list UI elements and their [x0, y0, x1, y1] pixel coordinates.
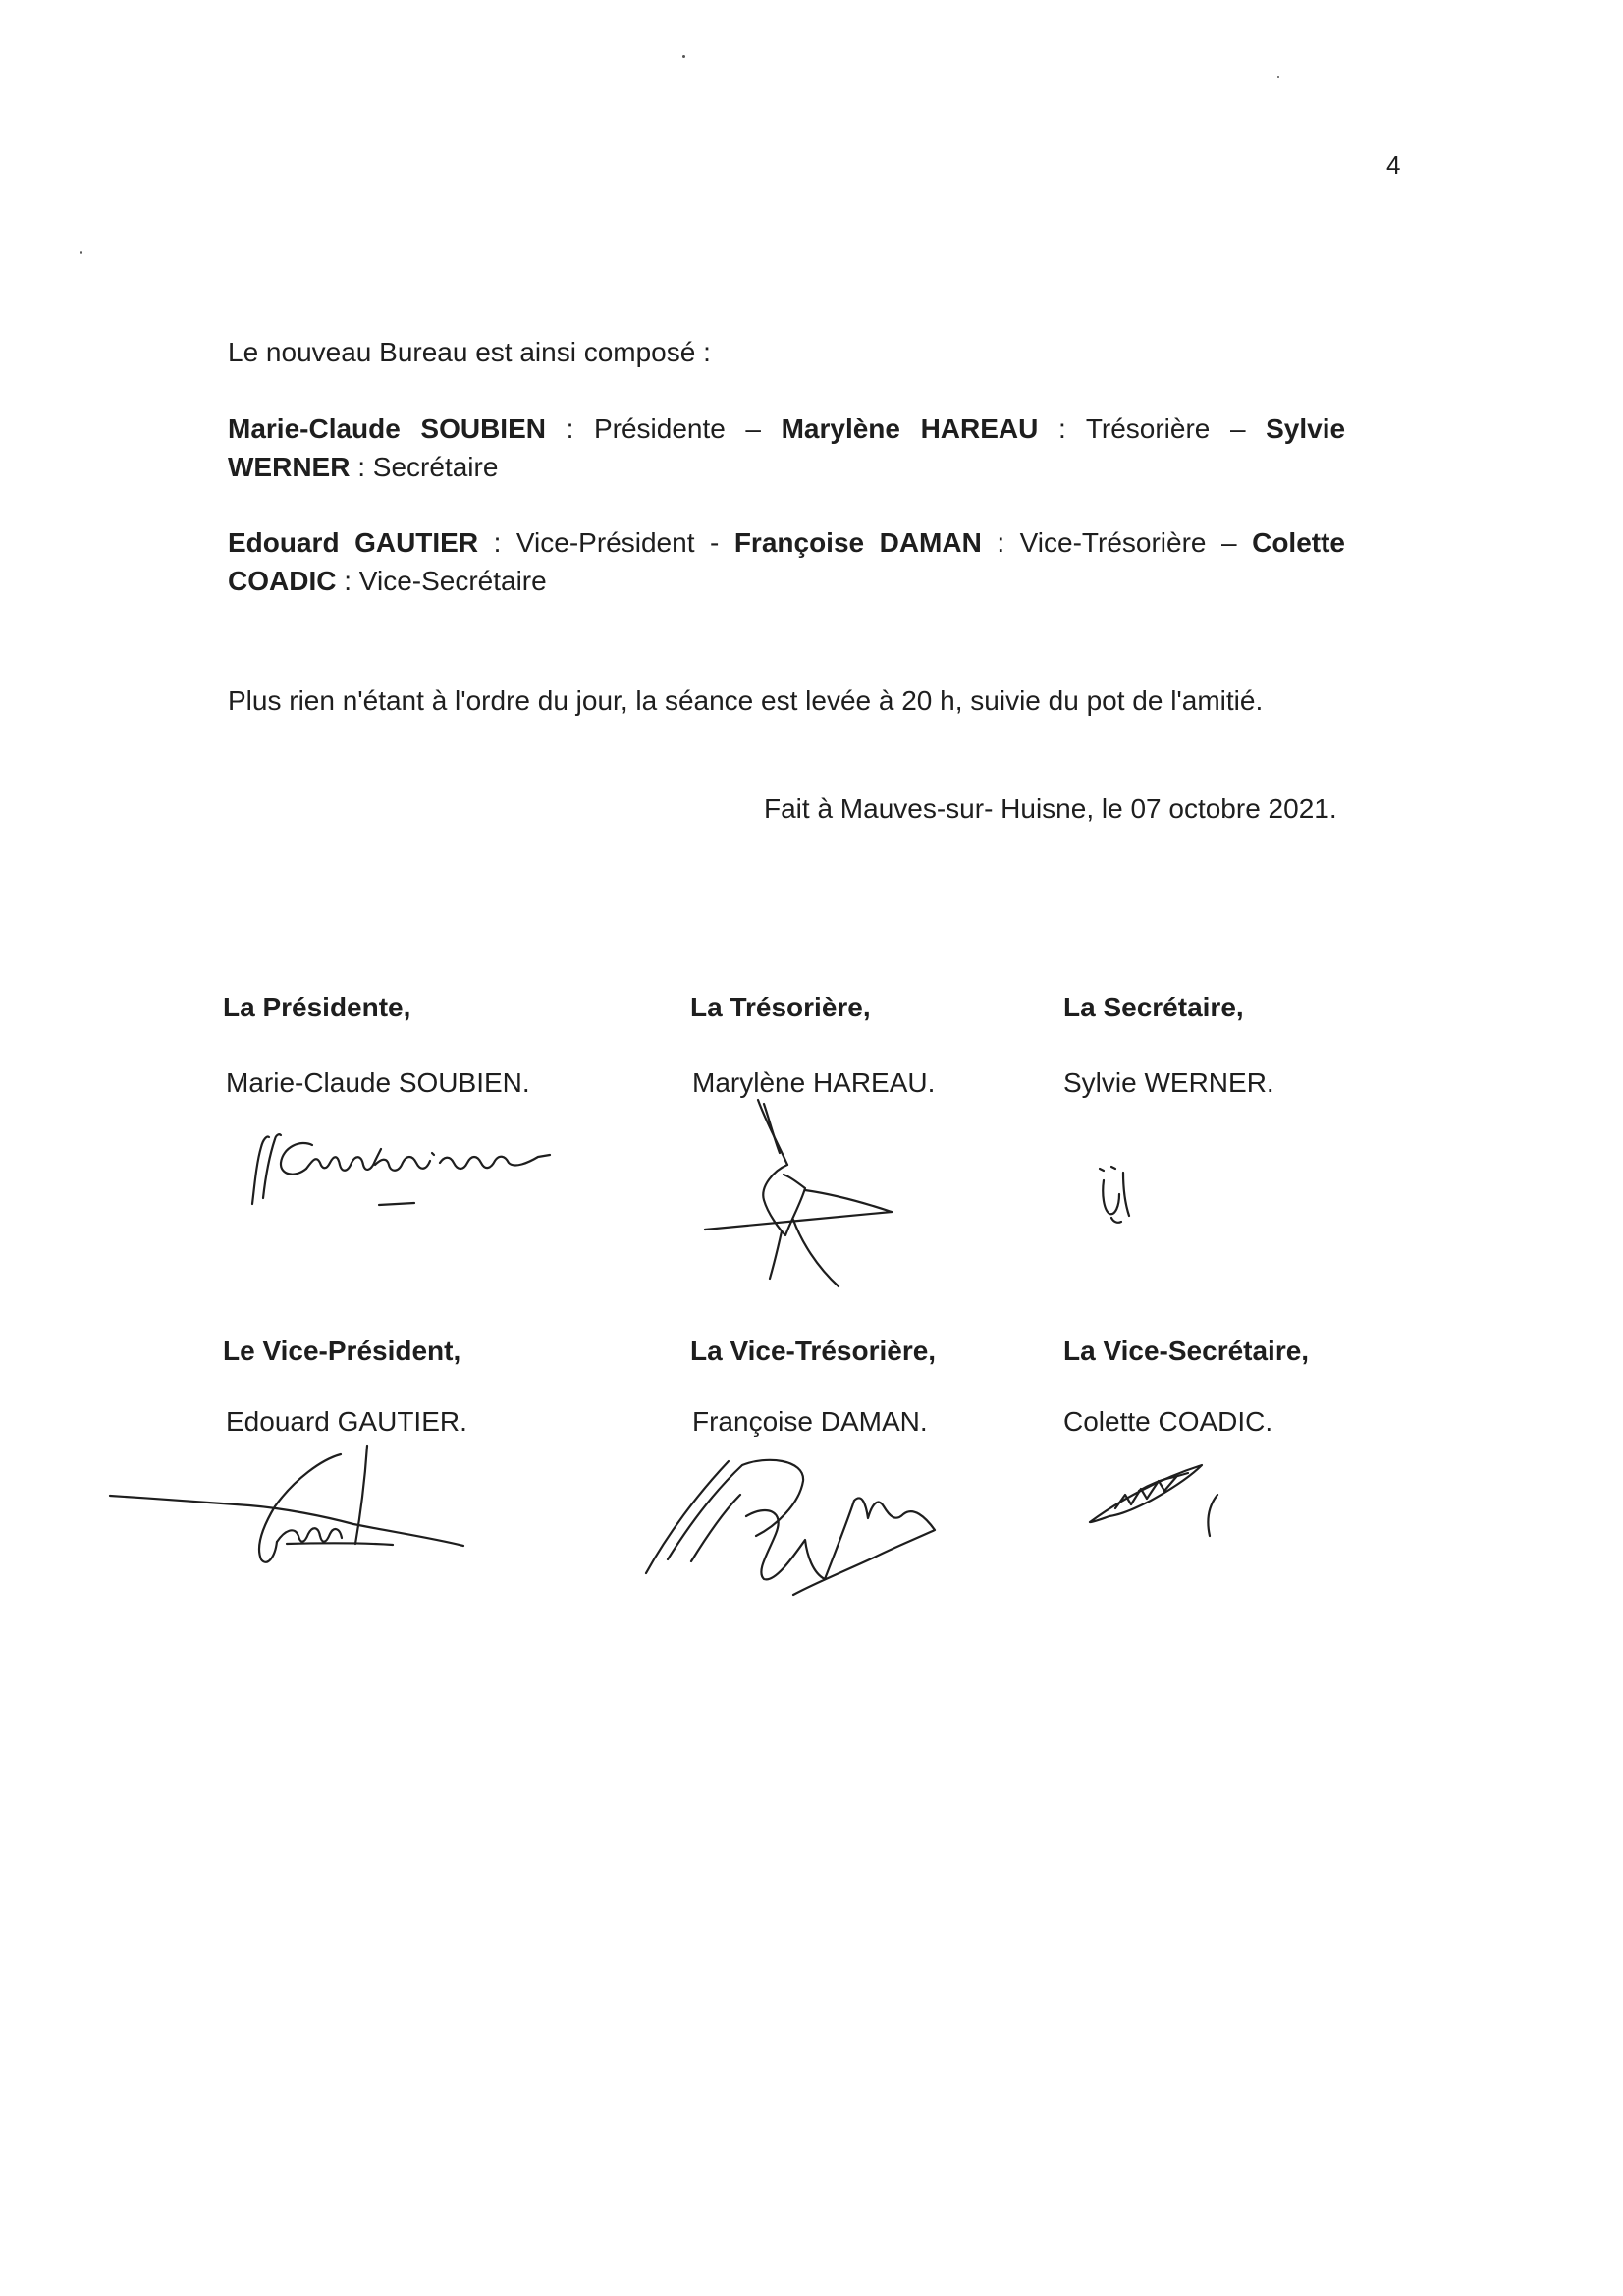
- signature-stroke: [1111, 1218, 1121, 1223]
- signature-coadic: [1080, 1451, 1242, 1545]
- place-date: Fait à Mauves-sur- Huisne, le 07 octobre 2021.: [764, 793, 1337, 824]
- signature-stroke: [355, 1446, 367, 1544]
- treasurer-name: Marylène HAREAU: [781, 413, 1039, 444]
- signature-name-tresoriere: Marylène HAREAU.: [692, 1067, 936, 1098]
- president-name: Marie-Claude SOUBIEN: [228, 413, 546, 444]
- signature-title-presidente: La Présidente,: [223, 992, 411, 1022]
- signature-name-vice-president: Edouard GAUTIER.: [226, 1406, 467, 1437]
- vice-secretary-role: Vice-Secrétaire: [358, 566, 547, 596]
- signature-stroke: [379, 1203, 414, 1205]
- vice-secretary-first-name: Colette: [1252, 527, 1345, 558]
- signature-stroke: [1208, 1495, 1217, 1536]
- vice-secretary-last-name: COADIC: [228, 566, 337, 596]
- vice-treasurer-role: Vice-Trésorière: [1019, 527, 1207, 558]
- colon: :: [357, 452, 366, 482]
- signature-stroke: [705, 1212, 892, 1230]
- signature-title-vice-secretaire: La Vice-Secrétaire,: [1063, 1336, 1310, 1366]
- vice-treasurer-name: Françoise DAMAN: [733, 527, 982, 558]
- bureau-line-3: [228, 526, 1345, 560]
- signature-stroke: [646, 1461, 729, 1573]
- signature-stroke: [306, 1149, 550, 1171]
- signature-stroke: [793, 1498, 935, 1595]
- president-role: Présidente: [593, 413, 726, 444]
- bureau-line-2: [228, 451, 498, 484]
- signature-stroke: [793, 1220, 839, 1286]
- signature-stroke: [691, 1495, 740, 1561]
- signature-name-vice-secretaire: Colette COADIC.: [1063, 1406, 1273, 1437]
- secretary-first-name: Sylvie: [1266, 413, 1346, 444]
- signature-daman: [638, 1446, 947, 1617]
- colon: :: [344, 566, 352, 596]
- signature-title-vice-president: Le Vice-Président,: [223, 1336, 461, 1366]
- signature-hareau: [695, 1092, 906, 1293]
- signature-stroke: [763, 1165, 805, 1235]
- signature-stroke: [764, 1104, 780, 1153]
- signature-name-presidente: Marie-Claude SOUBIEN.: [226, 1067, 530, 1098]
- colon: :: [997, 527, 1005, 558]
- treasurer-role: Trésorière: [1085, 413, 1211, 444]
- en-dash: –: [1221, 527, 1237, 558]
- en-dash: –: [745, 413, 761, 444]
- signature-stroke: [746, 1510, 825, 1579]
- hyphen: -: [709, 527, 720, 558]
- scan-speck: [80, 251, 82, 254]
- signature-stroke: [1100, 1167, 1115, 1171]
- signature-title-secretaire: La Secrétaire,: [1063, 992, 1244, 1022]
- en-dash: –: [1229, 413, 1246, 444]
- intro-text: Le nouveau Bureau est ainsi composé :: [228, 337, 711, 367]
- signature-stroke: [281, 1143, 312, 1175]
- signature-soubien: [243, 1120, 558, 1218]
- colon: :: [566, 413, 574, 444]
- signature-stroke: [277, 1528, 342, 1542]
- secretary-last-name: WERNER: [228, 452, 351, 482]
- signature-stroke: [263, 1134, 281, 1198]
- signature-stroke: [1123, 1173, 1129, 1216]
- signature-gautier: [98, 1436, 476, 1573]
- vice-president-role: Vice-Président: [515, 527, 695, 558]
- signature-stroke: [110, 1496, 463, 1546]
- signature-stroke: [770, 1231, 782, 1279]
- signature-stroke: [1103, 1180, 1119, 1214]
- signature-stroke: [287, 1543, 393, 1545]
- signature-name-secretaire: Sylvie WERNER.: [1063, 1067, 1274, 1098]
- signature-werner: [1092, 1159, 1161, 1237]
- scan-speck: [1277, 76, 1279, 78]
- signature-stroke: [432, 1153, 434, 1155]
- bureau-line-1: [228, 412, 1345, 446]
- colon: :: [493, 527, 502, 558]
- closing-text: Plus rien n'étant à l'ordre du jour, la séance est levée à 20 h, suivie du pot de l'amitié.: [228, 685, 1264, 716]
- secretary-role: Secrétaire: [372, 452, 499, 482]
- scan-speck: [682, 55, 685, 58]
- vice-president-name: Edouard GAUTIER: [228, 527, 479, 558]
- bureau-line-4: [228, 565, 547, 598]
- colon: :: [1057, 413, 1066, 444]
- signature-name-vice-tresoriere: Françoise DAMAN.: [692, 1406, 928, 1437]
- signature-title-vice-tresoriere: La Vice-Trésorière,: [690, 1336, 937, 1366]
- page-number: 4: [1386, 150, 1401, 180]
- signature-title-tresoriere: La Trésorière,: [690, 992, 871, 1022]
- signature-stroke: [805, 1190, 892, 1212]
